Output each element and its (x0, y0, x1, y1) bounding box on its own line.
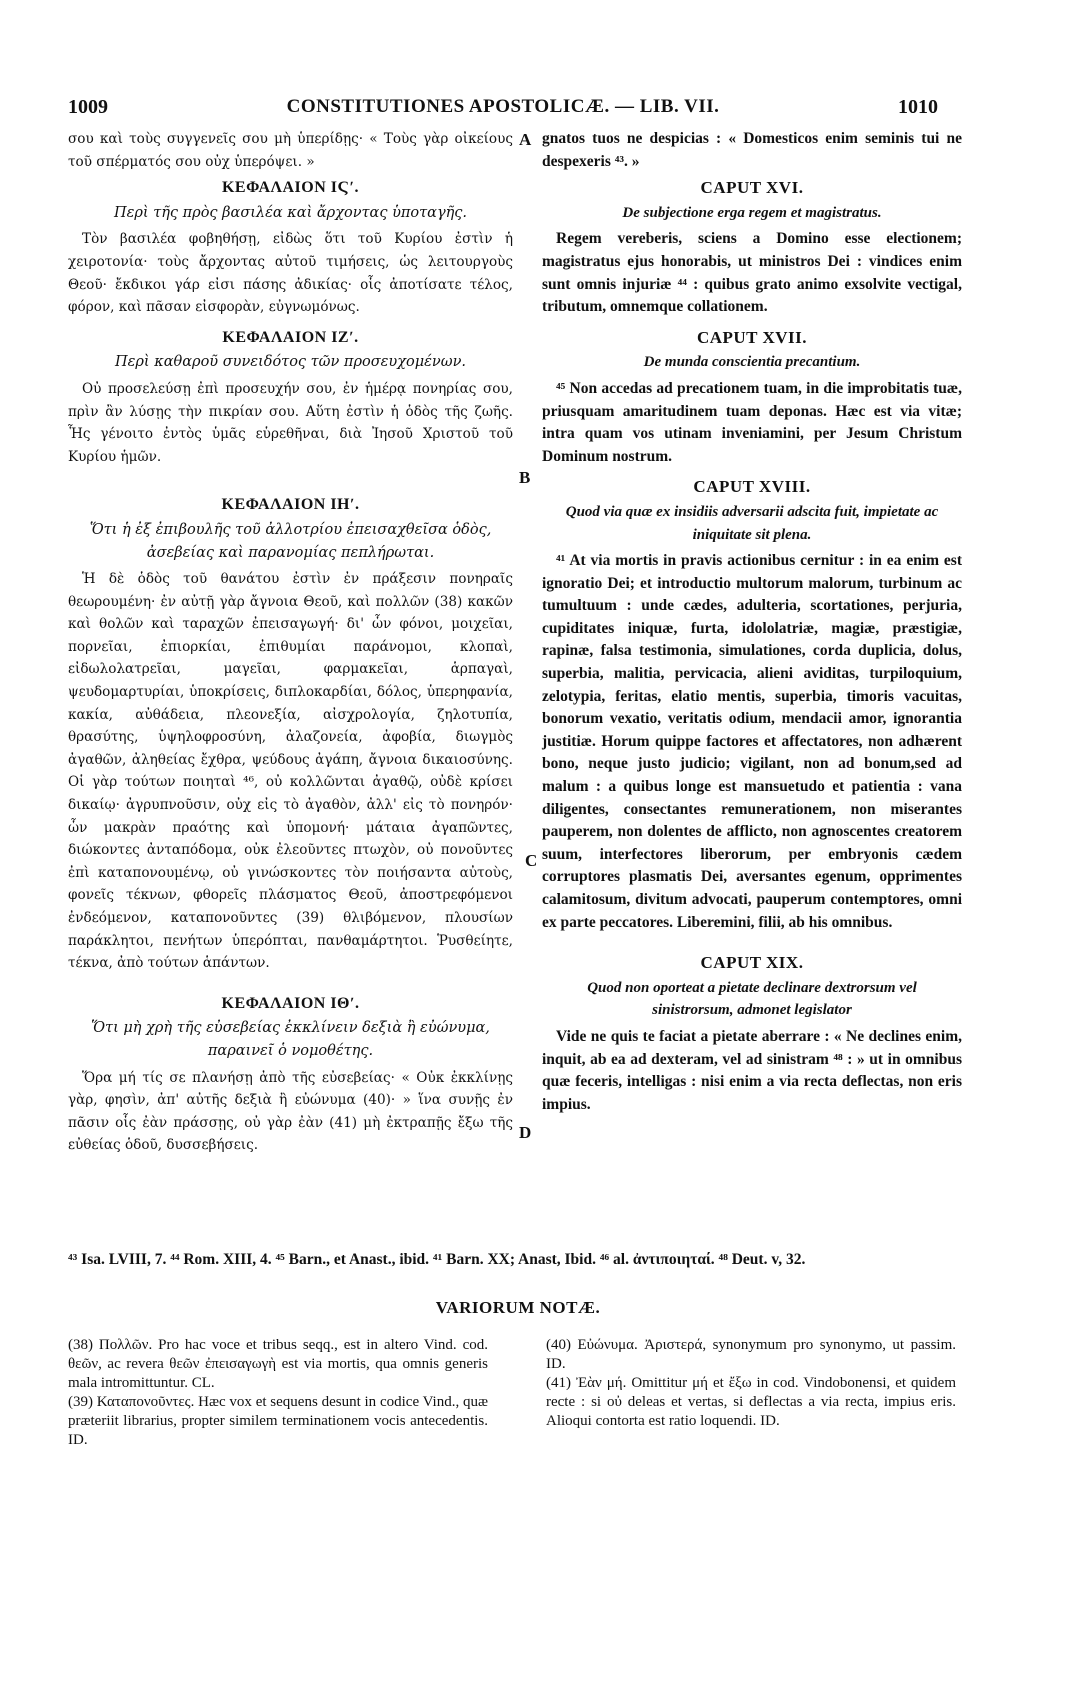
page-header (68, 96, 938, 122)
margin-letter-c: C (525, 851, 538, 870)
notes-left-column (68, 1336, 488, 1450)
running-title: CONSTITUTIONES APOSTOLICÆ. — LIB. VII. (286, 96, 720, 117)
margin-letter-b: B (519, 468, 531, 487)
greek-chapter-19-text: Ὅρα μή τίς σε πλανήσῃ ἀπὸ τῆς εὐσεβείας· « Οὐκ ἐκκλίνῃς γὰρ, φησὶν, ἀπ' αὐτῆς δεξιὰ ἢ εὐώνυμα (40)· » ἵνα συνῇς ἐν πᾶσιν οἷς ἐὰν πράσσῃς, οὐ γὰρ ἐὰν (41) μὴ ἐκτραπῇς ἔξω τῆς εὐθείας ὁδοῦ, δυσσεβήσεις. (68, 1069, 513, 1154)
margin-letter-d: D (519, 1123, 532, 1142)
latin-chapter-16-text: Regem vereberis, sciens a Domino esse electionem; magistratus ejus honorabis, ut ministros Dei : vindices enim sunt omnis injuriæ ⁴⁴ : quibus grato animo exsolvite vectigal, tributum, omnemque collationem. (542, 230, 962, 316)
notes-title: VARIORUM NOTÆ. (435, 1298, 601, 1317)
margin-letter-a: A (519, 130, 532, 149)
latin-chapter-16-heading: CAPUT XVI. (700, 178, 804, 198)
greek-chapter-16-text: Τὸν βασιλέα φοβηθήσῃ, εἰδὼς ὅτι τοῦ Κυρίου ἐστὶν ἡ χειροτονία· τοὺς ἄρχοντας αὐτοῦ τιμήσεις, ὡς λειτουργοὺς Θεοῦ· ἔκδικοι γάρ εἰσι πάσης ἀδικίας· οἷς ἀποτίσατε τέλος, φόρον, καὶ πᾶσαν εἰσφορὰν, εὐγνωμόνως. (68, 231, 513, 316)
greek-chapter-19-title: Ὅτι μὴ χρὴ τῆς εὐσεβείας ἐκκλίνειν δεξιὰ ἢ εὐώνυμα, παραινεῖ ὁ νομοθέτης. (91, 1020, 490, 1059)
latin-chapter-16-title: De subjectione erga regem et magistratus. (622, 204, 882, 221)
latin-chapter-19-title: Quod non oporteat a pietate declinare dextrorsum vel sinistrorsum, admonet legislator (587, 979, 917, 1019)
greek-chapter-19-heading: ΚΕΦΑΛΑΙΟΝ ΙΘʹ. (221, 994, 360, 1012)
latin-intro: gnatos tuos ne despicias : « Domesticos enim seminis tui ne despexeris ⁴³. » (542, 130, 962, 170)
latin-chapter-17-heading: CAPUT XVII. (696, 327, 808, 347)
latin-chapter-18-text: ⁴¹ At via mortis in pravis actionibus cernitur : in ea enim est ignoratio Dei; et introductio multorum malorum, turbinum ac tumultuum : unde cædes, adulteria, scortationes, perjuria, cupiditates iniquæ, furta, idololatriæ, magiæ, præstigiæ, rapinæ, falsa testimonia, simulationes, corda duplicia, dolus, superbia, malitia, pervicacia, alieni aviditas, turpiloquium, zelotypia, feritas, elatio mentis, superbia, timoris vacuitas, bonorum vexatio, veritatis odium, mendacii amor, ignorantia justitiæ. Horum quippe factores et affectatores, non adhærent bono, neque justo judicio; vigilant, non ad bonum,sed ad malum : a quibus longe est mansuetudo et patientia : vana diligentes, consectantes remunerationem, non miserantes pauperem, non dolentes de afflicto, non agnoscentes creatorem suum, interfectores liberorum, per embryonis cædem corruptores plasmatis Dei, aversantes egenum, opprimentes calamitosum, divitum advocati, pauperum contemptores, omni ex parte peccatores. Liberemini, filii, ab his omnibus. (542, 552, 962, 931)
latin-chapter-17-title: De munda conscientia precantium. (643, 354, 861, 371)
greek-column (68, 128, 513, 1157)
note-39: (39) Καταπονοῦντες. Hæc vox et sequens desunt in codice Vind., quæ præteriit librarius, propter similem terminationem vocis antecedentis. ID. (68, 1394, 488, 1448)
scripture-references: ⁴³ Isa. LVIII, 7. ⁴⁴ Rom. XIII, 4. ⁴⁵ Barn., et Anast., ibid. ⁴¹ Barn. XX; Anast, Ibid. ⁴⁶ al. ἀντιποιηταί. ⁴⁸ Deut. v, 32. (68, 1251, 806, 1268)
note-38: (38) Πολλῶν. Pro hac voce et tribus seqq., est in altero Vind. cod. θεῶν, ac revera θεῶν ἐπεισαγωγὴ est via mortis, qua omnis generis mala intromittuntur. CL. (68, 1337, 488, 1391)
greek-chapter-16-heading: ΚΕΦΑΛΑΙΟΝ ΙϚʹ. (221, 179, 360, 197)
latin-chapter-18-title: Quod via quæ ex insidiis adversarii adscita fuit, impietate ac iniquitate sit plena. (565, 503, 939, 543)
latin-chapter-18-heading: CAPUT XVIII. (693, 477, 811, 497)
latin-chapter-19-text: Vide ne quis te faciat a pietate aberrare : « Ne declines enim, inquit, ab ea ad dexteram, vel ad sinistram ⁴⁸ : » ut in omnibus quæ feceris, intelligas : nisi enim a via recta deflectas, non eris impius. (542, 1027, 962, 1113)
latin-chapter-19-heading: CAPUT XIX. (700, 953, 804, 973)
latin-chapter-17-text: ⁴⁵ Non accedas ad precationem tuam, in die improbitatis tuæ, priusquam amaritudinem tuam deponas. Hæc est via vitæ; intra quam vos utinam inveniamini, per Jesum Christum Dominum nostrum. (542, 379, 962, 465)
greek-chapter-17-text: Οὐ προσελεύσῃ ἐπὶ προσευχήν σου, ἐν ἡμέρᾳ πονηρίας σου, πρὶν ἂν λύσῃς τὴν πικρίαν σου. Αὕτη ἐστὶν ἡ ὁδὸς τῆς ζωῆς. Ἧς γένοιτο ἐντὸς ὑμᾶς εὑρεθῆναι, διὰ Ἰησοῦ Χριστοῦ τοῦ Κυρίου ἡμῶν. (68, 380, 513, 465)
page-number-left: 1009 (68, 96, 108, 118)
greek-chapter-16-title: Περὶ τῆς πρὸς βασιλέα καὶ ἄρχοντας ὑποταγῆς. (113, 204, 468, 221)
note-41: (41) Ἐὰν μή. Omittitur μή et ἔξω in cod. Vindobonensi, et quidem recte : si οὐ deleas et vertas, si deflectas a via recta, impius eris. Alioqui contorta est ratio loquendi. ID. (546, 1375, 956, 1429)
greek-chapter-18-heading: ΚΕΦΑΛΑΙΟΝ ΙΗʹ. (221, 496, 360, 514)
latin-column (542, 128, 962, 1116)
page-number-right: 1010 (898, 96, 938, 118)
greek-chapter-17-title: Περὶ καθαροῦ συνειδότος τῶν προσευχομένων. (114, 354, 466, 371)
greek-chapter-18-title: Ὅτι ἡ ἐξ ἐπιβουλῆς τοῦ ἀλλοτρίου ἐπεισαχθεῖσα ὁδὸς, ἀσεβείας καὶ παρανομίας πεπλήρωται. (89, 521, 492, 561)
greek-chapter-17-heading: ΚΕΦΑΛΑΙΟΝ ΙΖʹ. (222, 328, 359, 346)
note-40: (40) Εὐώνυμα. Ἀριστερά, synonymum pro synonymo, ut passim. ID. (546, 1337, 956, 1372)
notes-right-column (546, 1336, 956, 1431)
greek-chapter-18-text: Ἡ δὲ ὁδὸς τοῦ θανάτου ἐστὶν ἐν πράξεσιν πονηραῖς θεωρουμένη· ἐν αὐτῇ γὰρ ἄγνοια Θεοῦ, καὶ πολλῶν (38) κακῶν καὶ θολῶν καὶ ταραχῶν ἐπεισαγωγή· δι' ὧν φόνοι, μοιχεῖαι, πορνεῖαι, ἐπιορκίαι, ἐπιθυμίαι παράνομοι, κλοπαὶ, εἰδωλολατρεῖαι, μαγεῖαι, φαρμακεῖαι, ἁρπαγαὶ, ψευδομαρτυρίαι, ὑποκρίσεις, διπλοκαρδίαι, δόλος, ὑπερηφανία, κακία, αὐθάδεια, πλεονεξία, αἰσχρολογία, ζηλοτυπία, θρασύτης, ὑψηλοφροσύνη, ἀλαζονεία, ἀφοβία, διωγμὸς ἀγαθῶν, ἀληθείας ἔχθρα, ψεύδους ἀγάπη, ἄγνοια δικαιοσύνης. Οἱ γὰρ τούτων ποιηταὶ ⁴⁶, οὐ κολλῶνται ἀγαθῷ, οὐδὲ κρίσει δικαίῳ· ἀγρυπνοῦσιν, οὐχ εἰς τὸ ἀγαθὸν, ἀλλ' εἰς τὸ πονηρόν· ὧν μακρὰν πραότης καὶ ὑπομονή· μάταια ἀγαπῶντες, διώκοντες ἀνταπόδομα, οὐκ ἐλεοῦντες πτωχὸν, οὐ πονοῦντες ἐπὶ καταπονουμένῳ, οὐ γινώσκοντες τὸν ποιήσαντα αὐτοὺς, φονεῖς τέκνων, φθορεῖς πλάσματος Θεοῦ, ἀποστρεφόμενοι ἐνδεόμενον, καταπονοῦντες (39) θλιβόμενον, πλουσίων παράκλητοι, πενήτων ὑπερόπται, πανθαμάρτητοι. Ῥυσθείητε, τέκνα, ἀπὸ τούτων ἁπάντων. (68, 571, 513, 972)
greek-intro: σου καὶ τοὺς συγγενεῖς σου μὴ ὑπερίδῃς· « Τοὺς γὰρ οἰκείους τοῦ σπέρματός σου οὐχ ὑπερόψει. » (68, 131, 513, 170)
